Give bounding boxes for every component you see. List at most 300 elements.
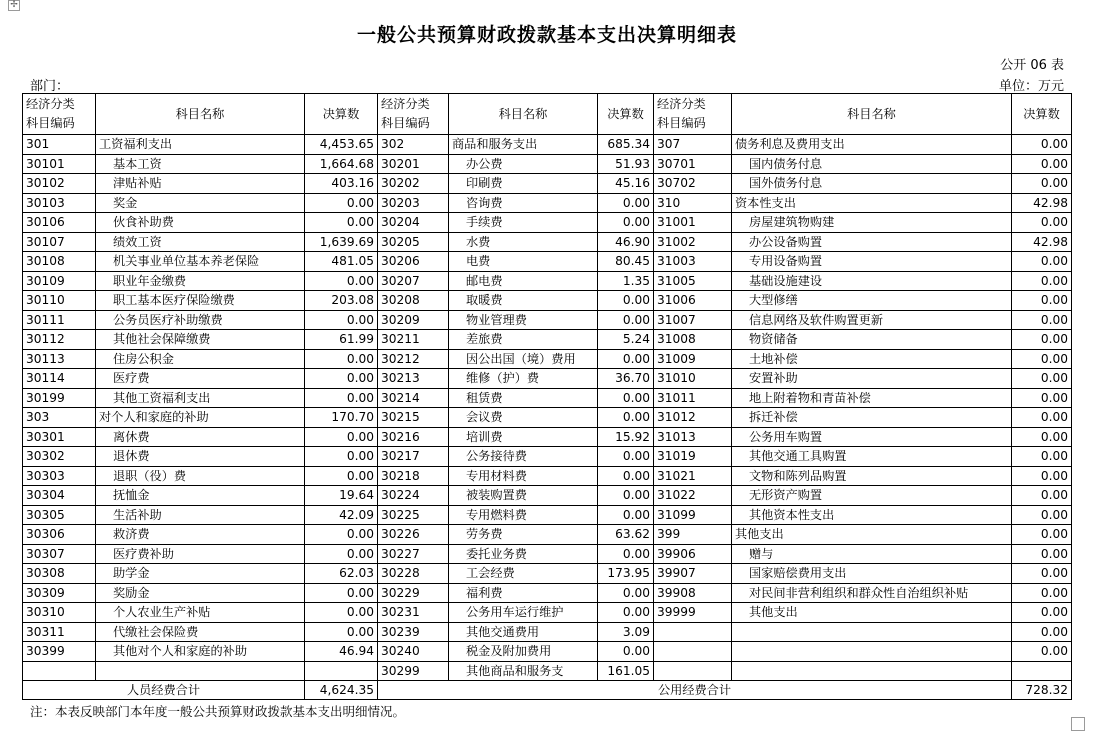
code-cell: 30107: [23, 232, 96, 252]
code-cell: 31005: [654, 271, 732, 291]
header-amount: 决算数: [1012, 94, 1072, 135]
code-cell: 30227: [378, 544, 449, 564]
name-cell: 委托业务费: [449, 544, 598, 564]
header-name: 科目名称: [732, 94, 1012, 135]
amount-cell: 0.00: [1012, 369, 1072, 389]
amount-cell: 0.00: [598, 603, 654, 623]
amount-cell: 0.00: [598, 310, 654, 330]
table-row: [23, 154, 1072, 174]
amount-cell: 203.08: [305, 291, 378, 311]
amount-cell: 0.00: [598, 466, 654, 486]
table-row: [23, 544, 1072, 564]
table-row: [23, 486, 1072, 506]
amount-cell: 0.00: [1012, 642, 1072, 662]
header-code: 经济分类 科目编码: [23, 94, 96, 135]
name-cell: 对民间非营利组织和群众性自治组织补贴: [732, 583, 1012, 603]
amount-cell: 42.98: [1012, 193, 1072, 213]
name-cell: 基本工资: [96, 154, 305, 174]
name-cell: 其他工资福利支出: [96, 388, 305, 408]
amount-cell: 0.00: [1012, 154, 1072, 174]
code-cell: 30225: [378, 505, 449, 525]
name-cell: 地上附着物和青苗补偿: [732, 388, 1012, 408]
name-cell: 办公设备购置: [732, 232, 1012, 252]
table-row: [23, 408, 1072, 428]
document-number: 公开 06 表: [1000, 58, 1064, 73]
amount-cell: 51.93: [598, 154, 654, 174]
table-row: [23, 271, 1072, 291]
name-cell: 手续费: [449, 213, 598, 233]
amount-cell: 170.70: [305, 408, 378, 428]
table-move-handle[interactable]: ✢: [8, 0, 20, 11]
amount-cell: 42.98: [1012, 232, 1072, 252]
amount-cell: 0.00: [598, 193, 654, 213]
amount-cell: 481.05: [305, 252, 378, 272]
code-cell: 30213: [378, 369, 449, 389]
name-cell: 安置补助: [732, 369, 1012, 389]
name-cell: 物资储备: [732, 330, 1012, 350]
name-cell: 办公费: [449, 154, 598, 174]
code-cell: 30208: [378, 291, 449, 311]
code-cell: 30306: [23, 525, 96, 545]
code-cell: 30109: [23, 271, 96, 291]
code-cell: 30112: [23, 330, 96, 350]
amount-cell: 0.00: [1012, 564, 1072, 584]
name-cell: 基础设施建设: [732, 271, 1012, 291]
header-name: 科目名称: [449, 94, 598, 135]
table-row: [23, 213, 1072, 233]
name-cell: 职工基本医疗保险缴费: [96, 291, 305, 311]
code-cell: 31006: [654, 291, 732, 311]
code-cell: 30301: [23, 427, 96, 447]
name-cell: 离休费: [96, 427, 305, 447]
name-cell: 因公出国（境）费用: [449, 349, 598, 369]
amount-cell: 161.05: [598, 661, 654, 681]
amount-cell: 0.00: [305, 271, 378, 291]
amount-cell: 61.99: [305, 330, 378, 350]
code-cell: 31002: [654, 232, 732, 252]
amount-cell: 0.00: [1012, 174, 1072, 194]
amount-cell: 0.00: [305, 427, 378, 447]
code-cell: 30111: [23, 310, 96, 330]
name-cell: 福利费: [449, 583, 598, 603]
name-cell: 医疗费: [96, 369, 305, 389]
amount-cell: 0.00: [305, 544, 378, 564]
table-row: [23, 525, 1072, 545]
table-row: [23, 583, 1072, 603]
name-cell: 救济费: [96, 525, 305, 545]
table-resize-handle[interactable]: [1071, 717, 1085, 731]
table-row: [23, 369, 1072, 389]
name-cell: 其他交通工具购置: [732, 447, 1012, 467]
name-cell: 绩效工资: [96, 232, 305, 252]
table-row: [23, 330, 1072, 350]
name-cell: 印刷费: [449, 174, 598, 194]
code-cell: 30204: [378, 213, 449, 233]
amount-cell: 0.00: [1012, 466, 1072, 486]
header-amount: 决算数: [305, 94, 378, 135]
code-cell: 39908: [654, 583, 732, 603]
table-row: [23, 505, 1072, 525]
name-cell: 电费: [449, 252, 598, 272]
code-cell: 30701: [654, 154, 732, 174]
code-cell: 30216: [378, 427, 449, 447]
code-cell: 30228: [378, 564, 449, 584]
table-row: [23, 388, 1072, 408]
amount-cell: 0.00: [598, 642, 654, 662]
code-cell: 30101: [23, 154, 96, 174]
name-cell: 文物和陈列品购置: [732, 466, 1012, 486]
amount-cell: 46.94: [305, 642, 378, 662]
code-cell: 303: [23, 408, 96, 428]
amount-cell: 0.00: [305, 213, 378, 233]
amount-cell: 0.00: [598, 291, 654, 311]
name-cell: 差旅费: [449, 330, 598, 350]
code-cell: 30108: [23, 252, 96, 272]
code-cell: 30206: [378, 252, 449, 272]
amount-cell: [1012, 661, 1072, 681]
amount-cell: 0.00: [598, 388, 654, 408]
name-cell: 个人农业生产补贴: [96, 603, 305, 623]
code-cell: [654, 622, 732, 642]
code-cell: 31008: [654, 330, 732, 350]
code-cell: 30114: [23, 369, 96, 389]
amount-cell: 0.00: [305, 603, 378, 623]
amount-cell: 0.00: [598, 213, 654, 233]
amount-cell: 0.00: [305, 310, 378, 330]
table-row: [23, 174, 1072, 194]
amount-cell: 42.09: [305, 505, 378, 525]
code-cell: 30214: [378, 388, 449, 408]
name-cell: 其他支出: [732, 525, 1012, 545]
amount-cell: 0.00: [305, 525, 378, 545]
amount-cell: 0.00: [598, 486, 654, 506]
code-cell: 30231: [378, 603, 449, 623]
table-row: [23, 661, 1072, 681]
name-cell: 其他交通费用: [449, 622, 598, 642]
amount-cell: 0.00: [1012, 583, 1072, 603]
code-cell: 30224: [378, 486, 449, 506]
header-amount: 决算数: [598, 94, 654, 135]
code-cell: 30226: [378, 525, 449, 545]
name-cell: 咨询费: [449, 193, 598, 213]
amount-cell: 0.00: [1012, 213, 1072, 233]
code-cell: [654, 661, 732, 681]
name-cell: [732, 622, 1012, 642]
amount-cell: 0.00: [1012, 525, 1072, 545]
name-cell: [96, 661, 305, 681]
table-row: [23, 349, 1072, 369]
table-row: [23, 603, 1072, 623]
code-cell: 301: [23, 135, 96, 155]
name-cell: 机关事业单位基本养老保险: [96, 252, 305, 272]
name-cell: 住房公积金: [96, 349, 305, 369]
code-cell: 30205: [378, 232, 449, 252]
name-cell: 国家赔偿费用支出: [732, 564, 1012, 584]
name-cell: 退职（役）费: [96, 466, 305, 486]
code-cell: [654, 642, 732, 662]
name-cell: 其他商品和服务支: [449, 661, 598, 681]
name-cell: 赠与: [732, 544, 1012, 564]
amount-cell: 0.00: [598, 544, 654, 564]
header-code: 经济分类 科目编码: [654, 94, 732, 135]
name-cell: 助学金: [96, 564, 305, 584]
amount-cell: [305, 661, 378, 681]
name-cell: 抚恤金: [96, 486, 305, 506]
code-cell: 31019: [654, 447, 732, 467]
name-cell: 邮电费: [449, 271, 598, 291]
name-cell: 奖励金: [96, 583, 305, 603]
expenditure-table: [22, 93, 1072, 700]
name-cell: 津贴补贴: [96, 174, 305, 194]
amount-cell: 1,639.69: [305, 232, 378, 252]
code-cell: 30299: [378, 661, 449, 681]
code-cell: 30304: [23, 486, 96, 506]
code-cell: 30229: [378, 583, 449, 603]
table-row: [23, 252, 1072, 272]
code-cell: 30702: [654, 174, 732, 194]
table-row: [23, 193, 1072, 213]
name-cell: 国外债务付息: [732, 174, 1012, 194]
footnote: 注：本表反映部门本年度一般公共预算财政拨款基本支出明细情况。: [30, 704, 406, 719]
code-cell: 30308: [23, 564, 96, 584]
name-cell: 对个人和家庭的补助: [96, 408, 305, 428]
code-cell: 31009: [654, 349, 732, 369]
name-cell: 生活补助: [96, 505, 305, 525]
code-cell: 30302: [23, 447, 96, 467]
amount-cell: 403.16: [305, 174, 378, 194]
table-row: [23, 427, 1072, 447]
name-cell: 房屋建筑物购建: [732, 213, 1012, 233]
code-cell: 307: [654, 135, 732, 155]
code-cell: 30309: [23, 583, 96, 603]
amount-cell: 0.00: [1012, 291, 1072, 311]
name-cell: 信息网络及软件购置更新: [732, 310, 1012, 330]
code-cell: 30307: [23, 544, 96, 564]
name-cell: 被装购置费: [449, 486, 598, 506]
name-cell: 伙食补助费: [96, 213, 305, 233]
personnel-total-value: 4,624.35: [305, 681, 378, 700]
amount-cell: 0.00: [1012, 408, 1072, 428]
code-cell: 30240: [378, 642, 449, 662]
table-body: [23, 135, 1072, 681]
name-cell: 税金及附加费用: [449, 642, 598, 662]
code-cell: 399: [654, 525, 732, 545]
amount-cell: 0.00: [598, 408, 654, 428]
name-cell: [732, 661, 1012, 681]
code-cell: 302: [378, 135, 449, 155]
amount-cell: 0.00: [1012, 349, 1072, 369]
amount-cell: 0.00: [598, 349, 654, 369]
amount-cell: 0.00: [1012, 330, 1072, 350]
table-row: [23, 622, 1072, 642]
code-cell: 31003: [654, 252, 732, 272]
table-row: [23, 310, 1072, 330]
name-cell: 职业年金缴费: [96, 271, 305, 291]
amount-cell: 0.00: [1012, 271, 1072, 291]
code-cell: 30311: [23, 622, 96, 642]
name-cell: 其他支出: [732, 603, 1012, 623]
amount-cell: 0.00: [1012, 622, 1072, 642]
code-cell: 30103: [23, 193, 96, 213]
name-cell: 专用燃料费: [449, 505, 598, 525]
amount-cell: 0.00: [1012, 310, 1072, 330]
amount-cell: 0.00: [598, 447, 654, 467]
table-row: [23, 291, 1072, 311]
header-row: [23, 94, 1072, 135]
name-cell: 医疗费补助: [96, 544, 305, 564]
code-cell: 30203: [378, 193, 449, 213]
table-row: [23, 564, 1072, 584]
amount-cell: 0.00: [1012, 486, 1072, 506]
amount-cell: 173.95: [598, 564, 654, 584]
amount-cell: 0.00: [598, 583, 654, 603]
public-total-value: 728.32: [1012, 681, 1072, 700]
code-cell: 30201: [378, 154, 449, 174]
table-row: [23, 447, 1072, 467]
code-cell: 30239: [378, 622, 449, 642]
amount-cell: 45.16: [598, 174, 654, 194]
amount-cell: 0.00: [1012, 427, 1072, 447]
name-cell: [732, 642, 1012, 662]
code-cell: 31011: [654, 388, 732, 408]
amount-cell: 1.35: [598, 271, 654, 291]
unit-label: 单位：万元: [998, 79, 1064, 94]
name-cell: 水费: [449, 232, 598, 252]
code-cell: 31099: [654, 505, 732, 525]
totals-row: [23, 681, 1072, 700]
code-cell: 30113: [23, 349, 96, 369]
amount-cell: 46.90: [598, 232, 654, 252]
header-name: 科目名称: [96, 94, 305, 135]
name-cell: 资本性支出: [732, 193, 1012, 213]
amount-cell: 0.00: [305, 466, 378, 486]
page-title: 一般公共预算财政拨款基本支出决算明细表: [356, 24, 737, 46]
code-cell: 30217: [378, 447, 449, 467]
personnel-total-label: 人员经费合计: [23, 681, 305, 700]
name-cell: 公务接待费: [449, 447, 598, 467]
table-row: [23, 135, 1072, 155]
code-cell: 31010: [654, 369, 732, 389]
code-cell: 30310: [23, 603, 96, 623]
code-cell: 31022: [654, 486, 732, 506]
amount-cell: 685.34: [598, 135, 654, 155]
amount-cell: 0.00: [1012, 505, 1072, 525]
name-cell: 培训费: [449, 427, 598, 447]
code-cell: 30218: [378, 466, 449, 486]
name-cell: 拆迁补偿: [732, 408, 1012, 428]
name-cell: 专用设备购置: [732, 252, 1012, 272]
code-cell: [23, 661, 96, 681]
code-cell: 30110: [23, 291, 96, 311]
code-cell: 30305: [23, 505, 96, 525]
code-cell: 30202: [378, 174, 449, 194]
name-cell: 大型修缮: [732, 291, 1012, 311]
name-cell: 无形资产购置: [732, 486, 1012, 506]
code-cell: 30106: [23, 213, 96, 233]
amount-cell: 5.24: [598, 330, 654, 350]
amount-cell: 0.00: [1012, 447, 1072, 467]
amount-cell: 0.00: [305, 622, 378, 642]
name-cell: 公务用车运行维护: [449, 603, 598, 623]
name-cell: 其他资本性支出: [732, 505, 1012, 525]
public-total-label: 公用经费合计: [378, 681, 1012, 700]
name-cell: 公务用车购置: [732, 427, 1012, 447]
name-cell: 公务员医疗补助缴费: [96, 310, 305, 330]
code-cell: 31001: [654, 213, 732, 233]
amount-cell: 0.00: [305, 388, 378, 408]
amount-cell: 4,453.65: [305, 135, 378, 155]
header-code: 经济分类 科目编码: [378, 94, 449, 135]
name-cell: 工资福利支出: [96, 135, 305, 155]
amount-cell: 0.00: [305, 583, 378, 603]
name-cell: 物业管理费: [449, 310, 598, 330]
amount-cell: 0.00: [305, 369, 378, 389]
amount-cell: 62.03: [305, 564, 378, 584]
name-cell: 土地补偿: [732, 349, 1012, 369]
table-row: [23, 466, 1072, 486]
name-cell: 取暖费: [449, 291, 598, 311]
amount-cell: 3.09: [598, 622, 654, 642]
name-cell: 退休费: [96, 447, 305, 467]
amount-cell: 1,664.68: [305, 154, 378, 174]
name-cell: 代缴社会保险费: [96, 622, 305, 642]
name-cell: 维修（护）费: [449, 369, 598, 389]
code-cell: 30215: [378, 408, 449, 428]
name-cell: 劳务费: [449, 525, 598, 545]
amount-cell: 0.00: [1012, 388, 1072, 408]
code-cell: 310: [654, 193, 732, 213]
code-cell: 30199: [23, 388, 96, 408]
name-cell: 其他社会保障缴费: [96, 330, 305, 350]
name-cell: 专用材料费: [449, 466, 598, 486]
amount-cell: 0.00: [1012, 544, 1072, 564]
name-cell: 其他对个人和家庭的补助: [96, 642, 305, 662]
department-label: 部门：: [30, 79, 70, 94]
table-row: [23, 642, 1072, 662]
code-cell: 30303: [23, 466, 96, 486]
name-cell: 国内债务付息: [732, 154, 1012, 174]
code-cell: 30209: [378, 310, 449, 330]
amount-cell: 0.00: [1012, 135, 1072, 155]
code-cell: 30102: [23, 174, 96, 194]
name-cell: 会议费: [449, 408, 598, 428]
name-cell: 租赁费: [449, 388, 598, 408]
amount-cell: 80.45: [598, 252, 654, 272]
amount-cell: 0.00: [305, 193, 378, 213]
name-cell: 商品和服务支出: [449, 135, 598, 155]
amount-cell: 19.64: [305, 486, 378, 506]
name-cell: 奖金: [96, 193, 305, 213]
amount-cell: 0.00: [305, 447, 378, 467]
amount-cell: 0.00: [1012, 603, 1072, 623]
name-cell: 债务利息及费用支出: [732, 135, 1012, 155]
amount-cell: 0.00: [1012, 252, 1072, 272]
amount-cell: 36.70: [598, 369, 654, 389]
code-cell: 39907: [654, 564, 732, 584]
table-row: [23, 232, 1072, 252]
code-cell: 30207: [378, 271, 449, 291]
amount-cell: 15.92: [598, 427, 654, 447]
amount-cell: 0.00: [598, 505, 654, 525]
code-cell: 31021: [654, 466, 732, 486]
name-cell: 工会经费: [449, 564, 598, 584]
code-cell: 30399: [23, 642, 96, 662]
code-cell: 30212: [378, 349, 449, 369]
code-cell: 39999: [654, 603, 732, 623]
code-cell: 30211: [378, 330, 449, 350]
code-cell: 31007: [654, 310, 732, 330]
code-cell: 39906: [654, 544, 732, 564]
